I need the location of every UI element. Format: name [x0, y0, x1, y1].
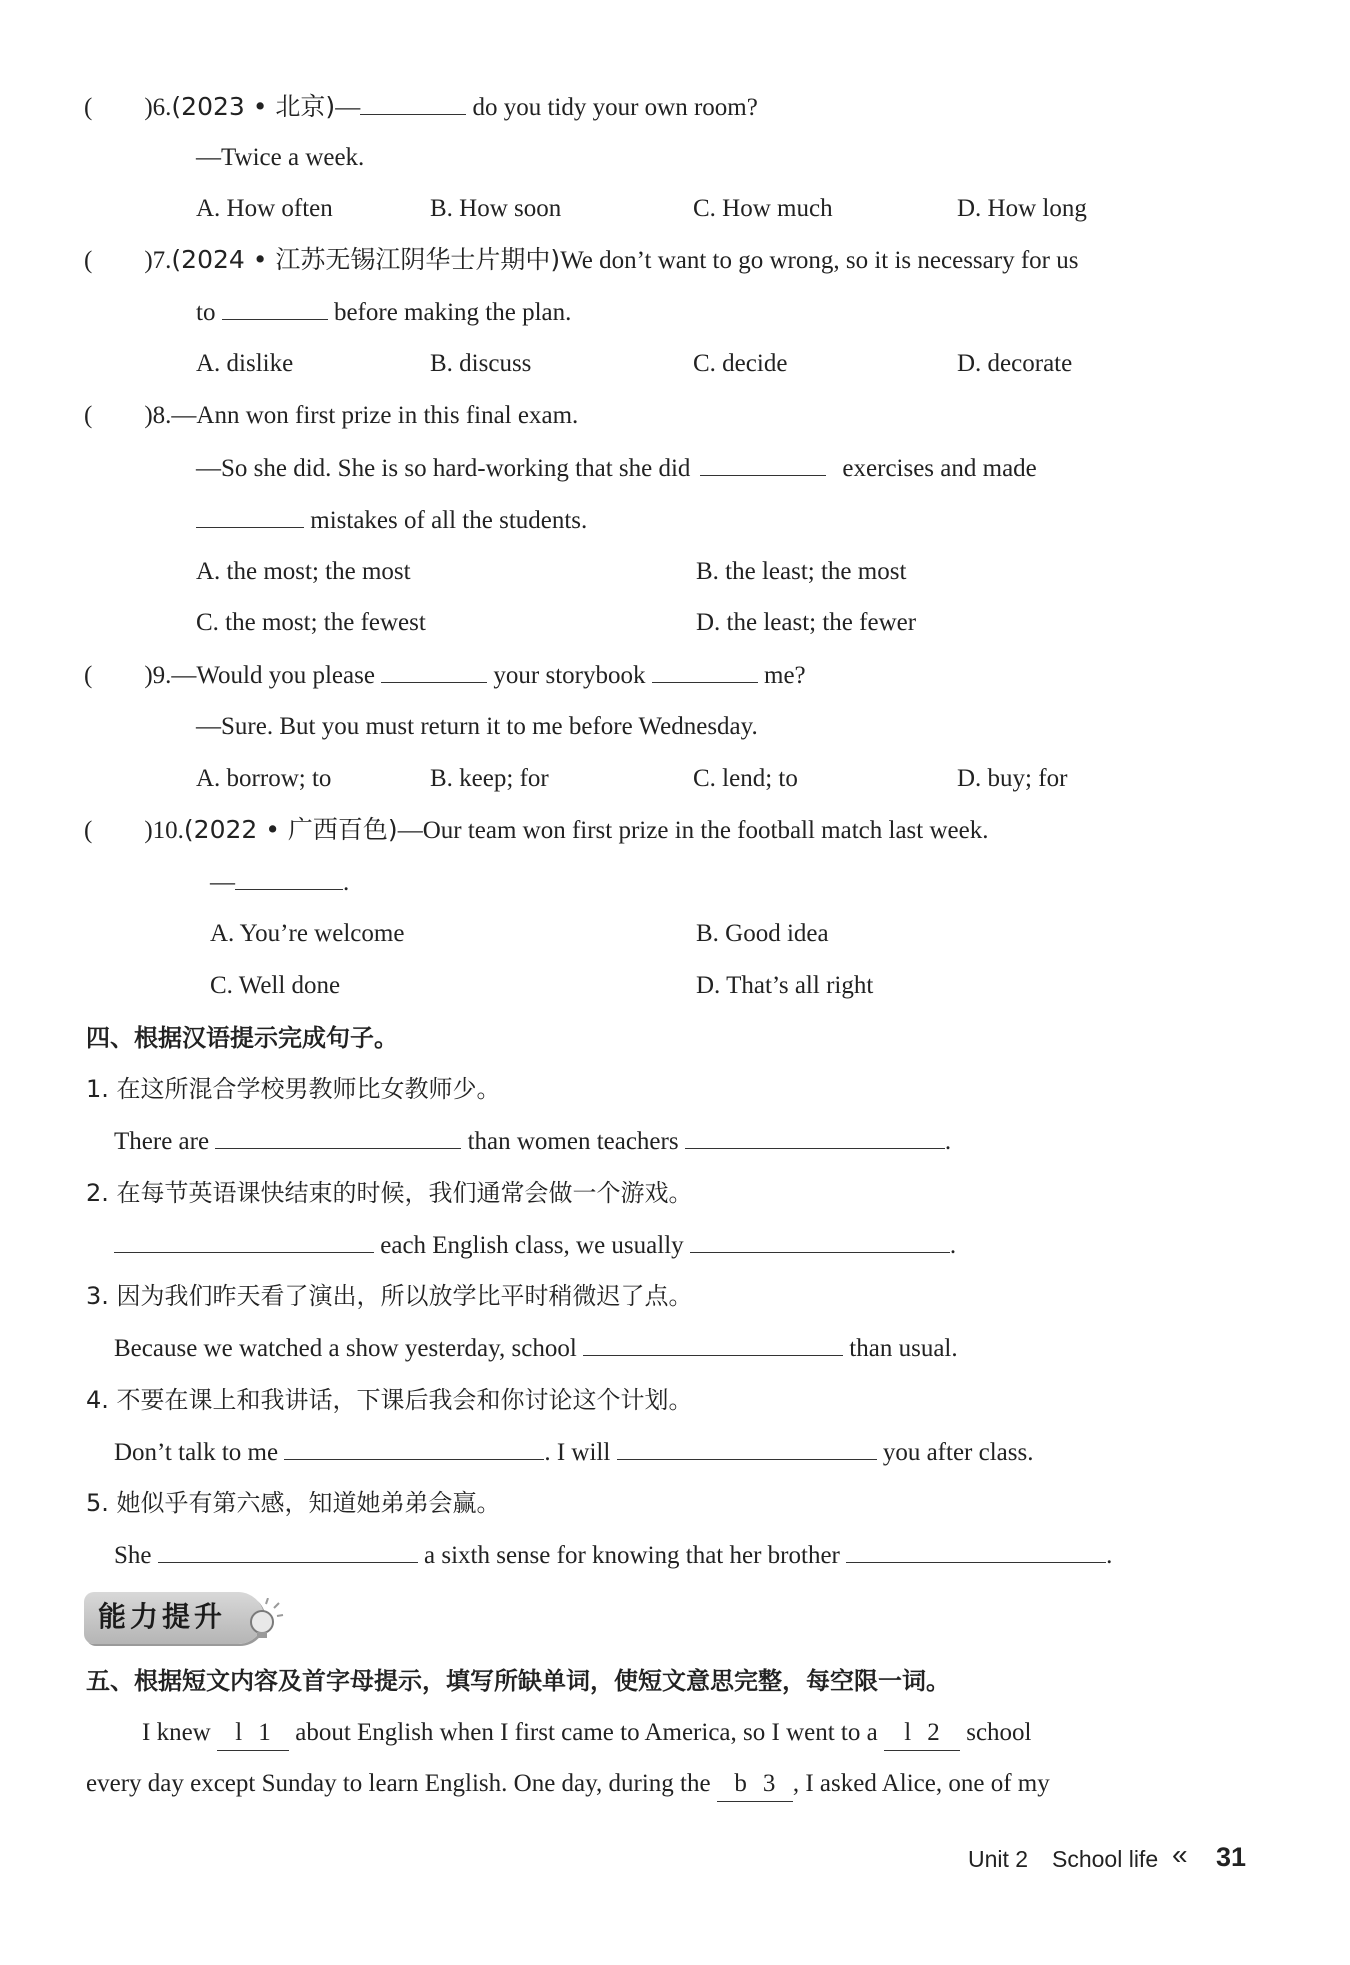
answer-blank[interactable] [690, 1228, 950, 1253]
answer-blank[interactable] [700, 451, 826, 476]
answer-blank[interactable] [235, 865, 343, 890]
question-7-line2: to before making the plan. [196, 295, 571, 330]
question-6: ( )6.(2023 • 北京)— do you tidy your own room? [84, 92, 758, 121]
s4-item-1-english: There are than women teachers . [114, 1124, 951, 1159]
answer-paren: ( [84, 817, 93, 844]
option-b: B. discuss [430, 350, 532, 377]
s4-item-4-chinese: 4. 不要在课上和我讲话，下课后我会和你讨论这个计划。 [86, 1386, 693, 1414]
option-c: C. the most; the fewest [196, 609, 426, 636]
s4-item-5-english: She a sixth sense for knowing that her brother . [114, 1538, 1112, 1573]
option-c: C. Well done [210, 972, 341, 999]
question-source: (2024 • 江苏无锡江阴华士片期中) [171, 245, 561, 274]
section-4-heading: 四、根据汉语提示完成句子。 [86, 1024, 398, 1052]
answer-blank[interactable] [652, 658, 758, 683]
option-d: D. buy; for [957, 765, 1068, 792]
s4-item-4-english: Don’t talk to me . I will you after class. [114, 1435, 1033, 1470]
question-number: )7. [144, 247, 172, 274]
answer-paren: ( [84, 402, 93, 429]
option-d: D. the least; the fewer [696, 609, 917, 636]
question-6-reply: —Twice a week. [196, 144, 365, 171]
question-number: )9. [144, 662, 172, 689]
answer-paren: ( [84, 247, 93, 274]
question-9-reply: —Sure. But you must return it to me before Wednesday. [196, 713, 758, 740]
option-a: A. dislike [196, 350, 294, 377]
question-7: ( )7.(2024 • 江苏无锡江阴华士片期中)We don’t want to go wrong, so it is necessary for us [84, 245, 1079, 274]
answer-blank[interactable] [360, 90, 466, 115]
passage-line-1: I knew l 1 about English when I first came to America, so I went to a l 2 school [142, 1716, 1032, 1751]
option-d: D. How long [957, 195, 1087, 222]
ability-badge-label: 能力提升 [98, 1600, 227, 1633]
s4-item-5-chinese: 5. 她似乎有第六感，知道她弟弟会赢。 [86, 1489, 501, 1517]
question-number: )10. [144, 817, 184, 844]
option-c: C. How much [693, 195, 833, 222]
option-b: B. the least; the most [696, 558, 907, 585]
question-10-reply: — . [210, 865, 349, 900]
answer-blank[interactable] [215, 1124, 461, 1149]
answer-paren: ( [84, 94, 93, 121]
s4-item-2-chinese: 2. 在每节英语课快结束的时候，我们通常会做一个游戏。 [86, 1179, 693, 1207]
option-b: B. How soon [430, 195, 562, 222]
question-8-line3: mistakes of all the students. [196, 503, 587, 538]
passage-blank-3[interactable]: b 3 [717, 1767, 793, 1802]
page-number: 31 [1216, 1842, 1247, 1872]
option-c: C. decide [693, 350, 788, 377]
option-d: D. That’s all right [696, 972, 874, 999]
option-d: D. decorate [957, 350, 1073, 377]
answer-blank[interactable] [222, 295, 328, 320]
answer-blank[interactable] [114, 1228, 374, 1253]
passage-blank-2[interactable]: l 2 [884, 1716, 960, 1751]
section-5-heading: 五、根据短文内容及首字母提示，填写所缺单词，使短文意思完整，每空限一词。 [86, 1667, 950, 1695]
option-c: C. lend; to [693, 765, 798, 792]
option-a: A. the most; the most [196, 558, 411, 585]
question-10: ( )10.(2022 • 广西百色)—Our team won first prize in the football match last week. [84, 815, 989, 844]
answer-blank[interactable] [381, 658, 487, 683]
question-source: (2023 • 北京) [171, 92, 336, 121]
passage-blank-1[interactable]: l 1 [217, 1716, 289, 1751]
option-b: B. keep; for [430, 765, 549, 792]
lightbulb-icon [244, 1598, 284, 1642]
option-a: A. How often [196, 195, 333, 222]
option-b: B. Good idea [696, 920, 829, 947]
s4-item-3-chinese: 3. 因为我们昨天看了演出，所以放学比平时稍微迟了点。 [86, 1282, 693, 1310]
s4-item-2-english: each English class, we usually . [114, 1228, 956, 1263]
answer-blank[interactable] [196, 503, 304, 528]
answer-paren: ( [84, 662, 93, 689]
question-source: (2022 • 广西百色) [183, 815, 398, 844]
passage-line-2: every day except Sunday to learn English. One day, during the b 3 , I asked Alice, one of my [86, 1767, 1050, 1802]
option-a: A. borrow; to [196, 765, 332, 792]
question-9: ( )9.—Would you please your storybook me? [84, 658, 806, 693]
question-8: ( )8.—Ann won first prize in this final exam. [84, 402, 579, 429]
answer-blank[interactable] [284, 1435, 544, 1460]
answer-blank[interactable] [617, 1435, 877, 1460]
s4-item-3-english: Because we watched a show yesterday, school than usual. [114, 1331, 958, 1366]
s4-item-1-chinese: 1. 在这所混合学校男教师比女教师少。 [86, 1075, 501, 1103]
answer-blank[interactable] [158, 1538, 418, 1563]
question-number: )8. [144, 402, 172, 429]
question-number: )6. [144, 94, 172, 121]
question-8-line2: —So she did. She is so hard-working that she did exercises and made [196, 451, 1037, 486]
answer-blank[interactable] [583, 1331, 843, 1356]
answer-blank[interactable] [846, 1538, 1106, 1563]
footer-title: School life [1052, 1846, 1159, 1872]
option-a: A. You’re welcome [210, 920, 405, 947]
footer-unit: Unit 2 [968, 1846, 1029, 1872]
answer-blank[interactable] [685, 1124, 945, 1149]
chevron-left-icon: « [1172, 1839, 1188, 1870]
